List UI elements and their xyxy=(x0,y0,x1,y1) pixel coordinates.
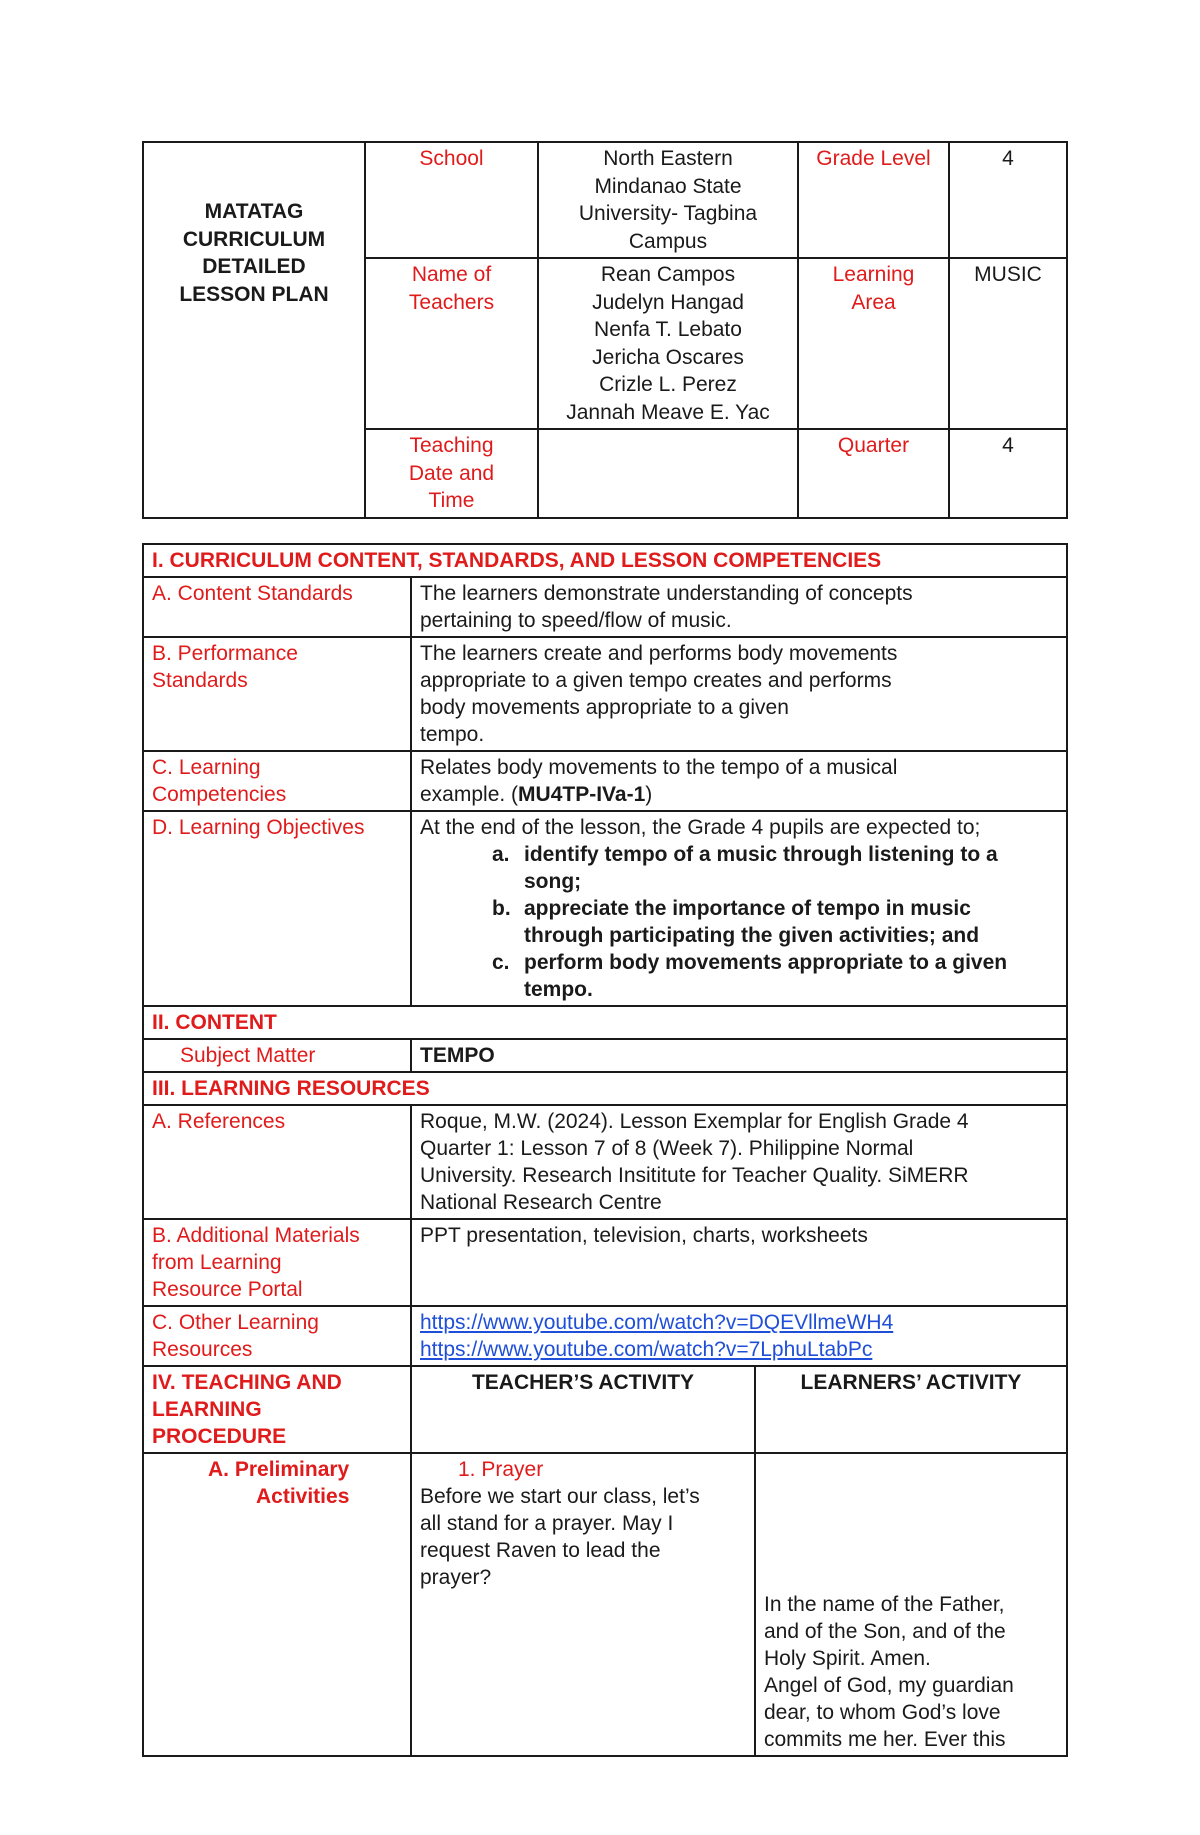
lesson-plan-table xyxy=(142,543,1068,1757)
section-4-heading: IV. TEACHING AND LEARNING PROCEDURE xyxy=(143,1366,411,1453)
learning-area-value: MUSIC xyxy=(949,258,1067,429)
references-label: A. References xyxy=(143,1105,411,1219)
objectives-list xyxy=(420,841,1058,1003)
section-1-heading: I. CURRICULUM CONTENT, STANDARDS, AND LESSON COMPETENCIES xyxy=(143,544,1067,577)
learner-prayer-cell: In the name of the Father, and of the Son, and of the Holy Spirit. Amen. Angel of God, my guardian dear, to whom God’s love commits me her. Ever this xyxy=(755,1453,1067,1756)
additional-materials-label: B. Additional Materials from Learning Resource Portal xyxy=(143,1219,411,1306)
teachers-value: Rean Campos Judelyn Hangad Nenfa T. Lebato Jericha Oscares Crizle L. Perez Jannah Meave E. Yac xyxy=(538,258,798,429)
plan-title: MATATAG CURRICULUM DETAILED LESSON PLAN xyxy=(143,142,365,518)
section-3-heading: III. LEARNING RESOURCES xyxy=(143,1072,1067,1105)
performance-standards-value: The learners create and performs body movements appropriate to a given tempo creates and performs body movements appropriate to a given tempo. xyxy=(411,637,1067,751)
prayer-title: 1. Prayer xyxy=(458,1458,544,1481)
grade-value: 4 xyxy=(949,142,1067,258)
list-item: c. perform body movements appropriate to a given tempo. xyxy=(492,951,1008,1001)
other-resources-label: C. Other Learning Resources xyxy=(143,1306,411,1366)
learner-activity-header: LEARNERS’ ACTIVITY xyxy=(755,1366,1067,1453)
school-label: School xyxy=(365,142,538,258)
teaching-date-value xyxy=(538,429,798,518)
subject-matter-value: TEMPO xyxy=(411,1039,1067,1072)
competency-code: MU4TP-IVa-1 xyxy=(518,783,646,806)
other-resources-value xyxy=(411,1306,1067,1366)
teacher-activity-header: TEACHER’S ACTIVITY xyxy=(411,1366,755,1453)
youtube-link-2[interactable]: https://www.youtube.com/watch?v=7LphuLtabPc xyxy=(420,1338,873,1361)
list-item: a. identify tempo of a music through listening to a song; xyxy=(492,843,998,893)
preliminary-activities-label: A. Preliminary Activities xyxy=(143,1453,411,1756)
youtube-link-1[interactable]: https://www.youtube.com/watch?v=DQEVllmeWH4 xyxy=(420,1311,894,1334)
content-standards-value: The learners demonstrate understanding of concepts pertaining to speed/flow of music. xyxy=(411,577,1067,637)
learning-objectives-value: At the end of the lesson, the Grade 4 pupils are expected to; a. identify tempo of a music through listening to a song; b. appreciate the importance of tempo in music through participating the given activities; and c. perform body movements appropriate to a given tempo. xyxy=(411,811,1067,1006)
learning-competencies-label: C. Learning Competencies xyxy=(143,751,411,811)
quarter-label: Quarter xyxy=(798,429,949,518)
header-table xyxy=(142,141,1068,519)
learning-area-label: Learning Area xyxy=(798,258,949,429)
additional-materials-value: PPT presentation, television, charts, worksheets xyxy=(411,1219,1067,1306)
learning-objectives-label: D. Learning Objectives xyxy=(143,811,411,1006)
learning-competencies-value: Relates body movements to the tempo of a musical example. (MU4TP-IVa-1) xyxy=(411,751,1067,811)
references-value: Roque, M.W. (2024). Lesson Exemplar for English Grade 4 Quarter 1: Lesson 7 of 8 (Week 7). Philippine Normal University. Research Insititute for Teacher Quality. SiMERR National Research Centre xyxy=(411,1105,1067,1219)
subject-matter-label: Subject Matter xyxy=(143,1039,411,1072)
teachers-label: Name of Teachers xyxy=(365,258,538,429)
quarter-value: 4 xyxy=(949,429,1067,518)
section-2-heading: II. CONTENT xyxy=(143,1006,1067,1039)
teaching-date-label: Teaching Date and Time xyxy=(365,429,538,518)
content-standards-label: A. Content Standards xyxy=(143,577,411,637)
list-item: b. appreciate the importance of tempo in music through participating the given activities; and xyxy=(492,897,980,947)
grade-label: Grade Level xyxy=(798,142,949,258)
teacher-prayer-cell: 1. Prayer Before we start our class, let’s all stand for a prayer. May I request Raven to lead the prayer? xyxy=(411,1453,755,1756)
school-value: North Eastern Mindanao State University- Tagbina Campus xyxy=(538,142,798,258)
performance-standards-label: B. Performance Standards xyxy=(143,637,411,751)
